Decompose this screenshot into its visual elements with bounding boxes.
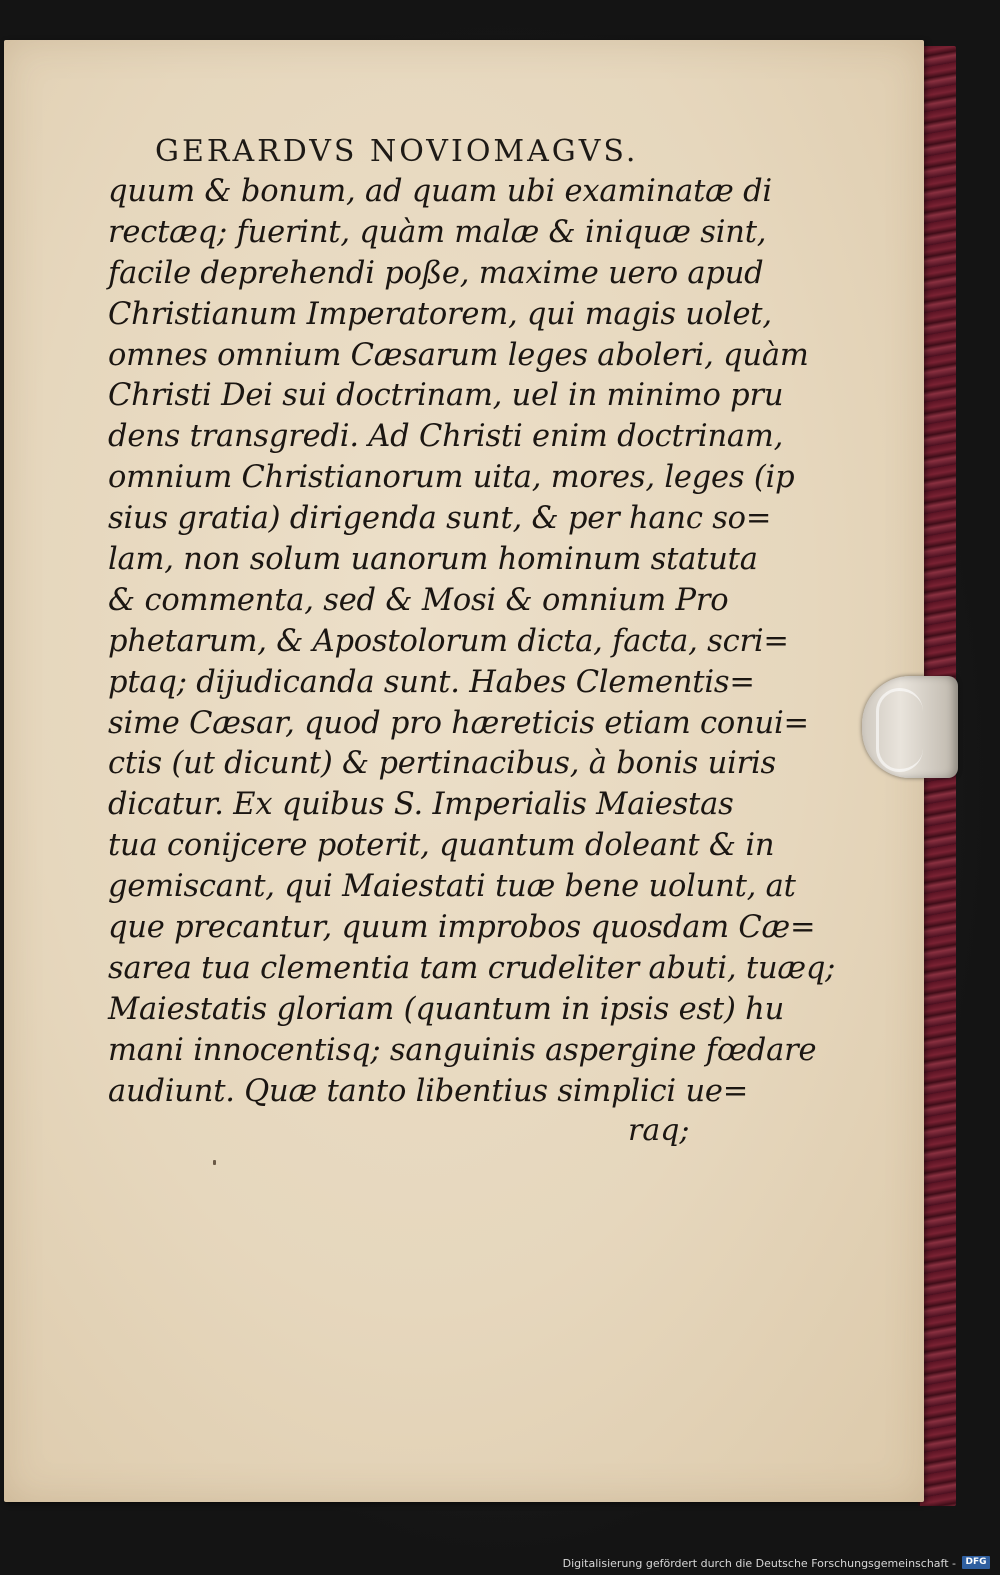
running-head: GERARDVS NOVIOMAGVS. [155,134,639,169]
text-line: phetarum, & Apostolorum dicta, facta, scri= [108,623,789,659]
text-line: que precantur, quum improbos quosdam Cæ= [108,910,816,946]
text-line: rectæq; fuerint, quàm malæ & iniquæ sint, [108,214,767,250]
text-line: Maiestatis gloriam (quantum in ipsis est) hu [108,991,785,1027]
footer-credit: Digitalisierung gefördert durch die Deutsche Forschungsgemeinschaft - [562,1557,956,1570]
text-line: mani innocentisq; sanguinis aspergine fœdare [108,1032,817,1068]
text-line: audiunt. Quæ tanto libentius simplici ue= [108,1073,749,1109]
text-line: tua conijcere poterit, quantum doleant & in [108,828,775,864]
text-line: quum & bonum, ad quam ubi examinatæ di [108,174,772,209]
text-block [108,172,836,1112]
text-line: dicatur. Ex quibus S. Imperialis Maiestas [108,787,734,823]
text-line: facile deprehendi poße, maxime uero apud [108,255,764,291]
text-line: dens transgredi. Ad Christi enim doctrinam, [108,419,784,455]
text-line: gemiscant, qui Maiestati tuæ bene uolunt, at [108,869,796,905]
clasp-icon [862,676,958,778]
clasp-highlight [876,688,923,772]
text-line: ctis (ut dicunt) & pertinacibus, à bonis uiris [108,746,777,782]
text-line: Christianum Imperatorem, qui magis uolet, [108,296,772,332]
text-line: sime Cæsar, quod pro hæreticis etiam conui= [108,705,809,741]
text-line: omnes omnium Cæsarum leges aboleri, quàm [108,337,809,373]
text-line: Christi Dei sui doctrinam, uel in minimo pru [108,378,784,414]
text-line: sarea tua clementia tam crudeliter abuti, tuæq; [108,950,836,986]
text-line: & commenta, sed & Mosi & omnium Pro [108,582,729,618]
text-line: omnium Christianorum uita, mores, leges (ip [108,460,795,496]
text-line: sius gratia) dirigenda sunt, & per hanc so= [108,501,772,537]
text-line: lam, non solum uanorum hominum statuta [108,542,758,578]
paper-speck [213,1160,216,1165]
catchword: raq; [628,1113,690,1148]
text-line: ptaq; dijudicanda sunt. Habes Clementis= [108,664,755,700]
dfg-logo-icon: DFG [962,1556,990,1569]
